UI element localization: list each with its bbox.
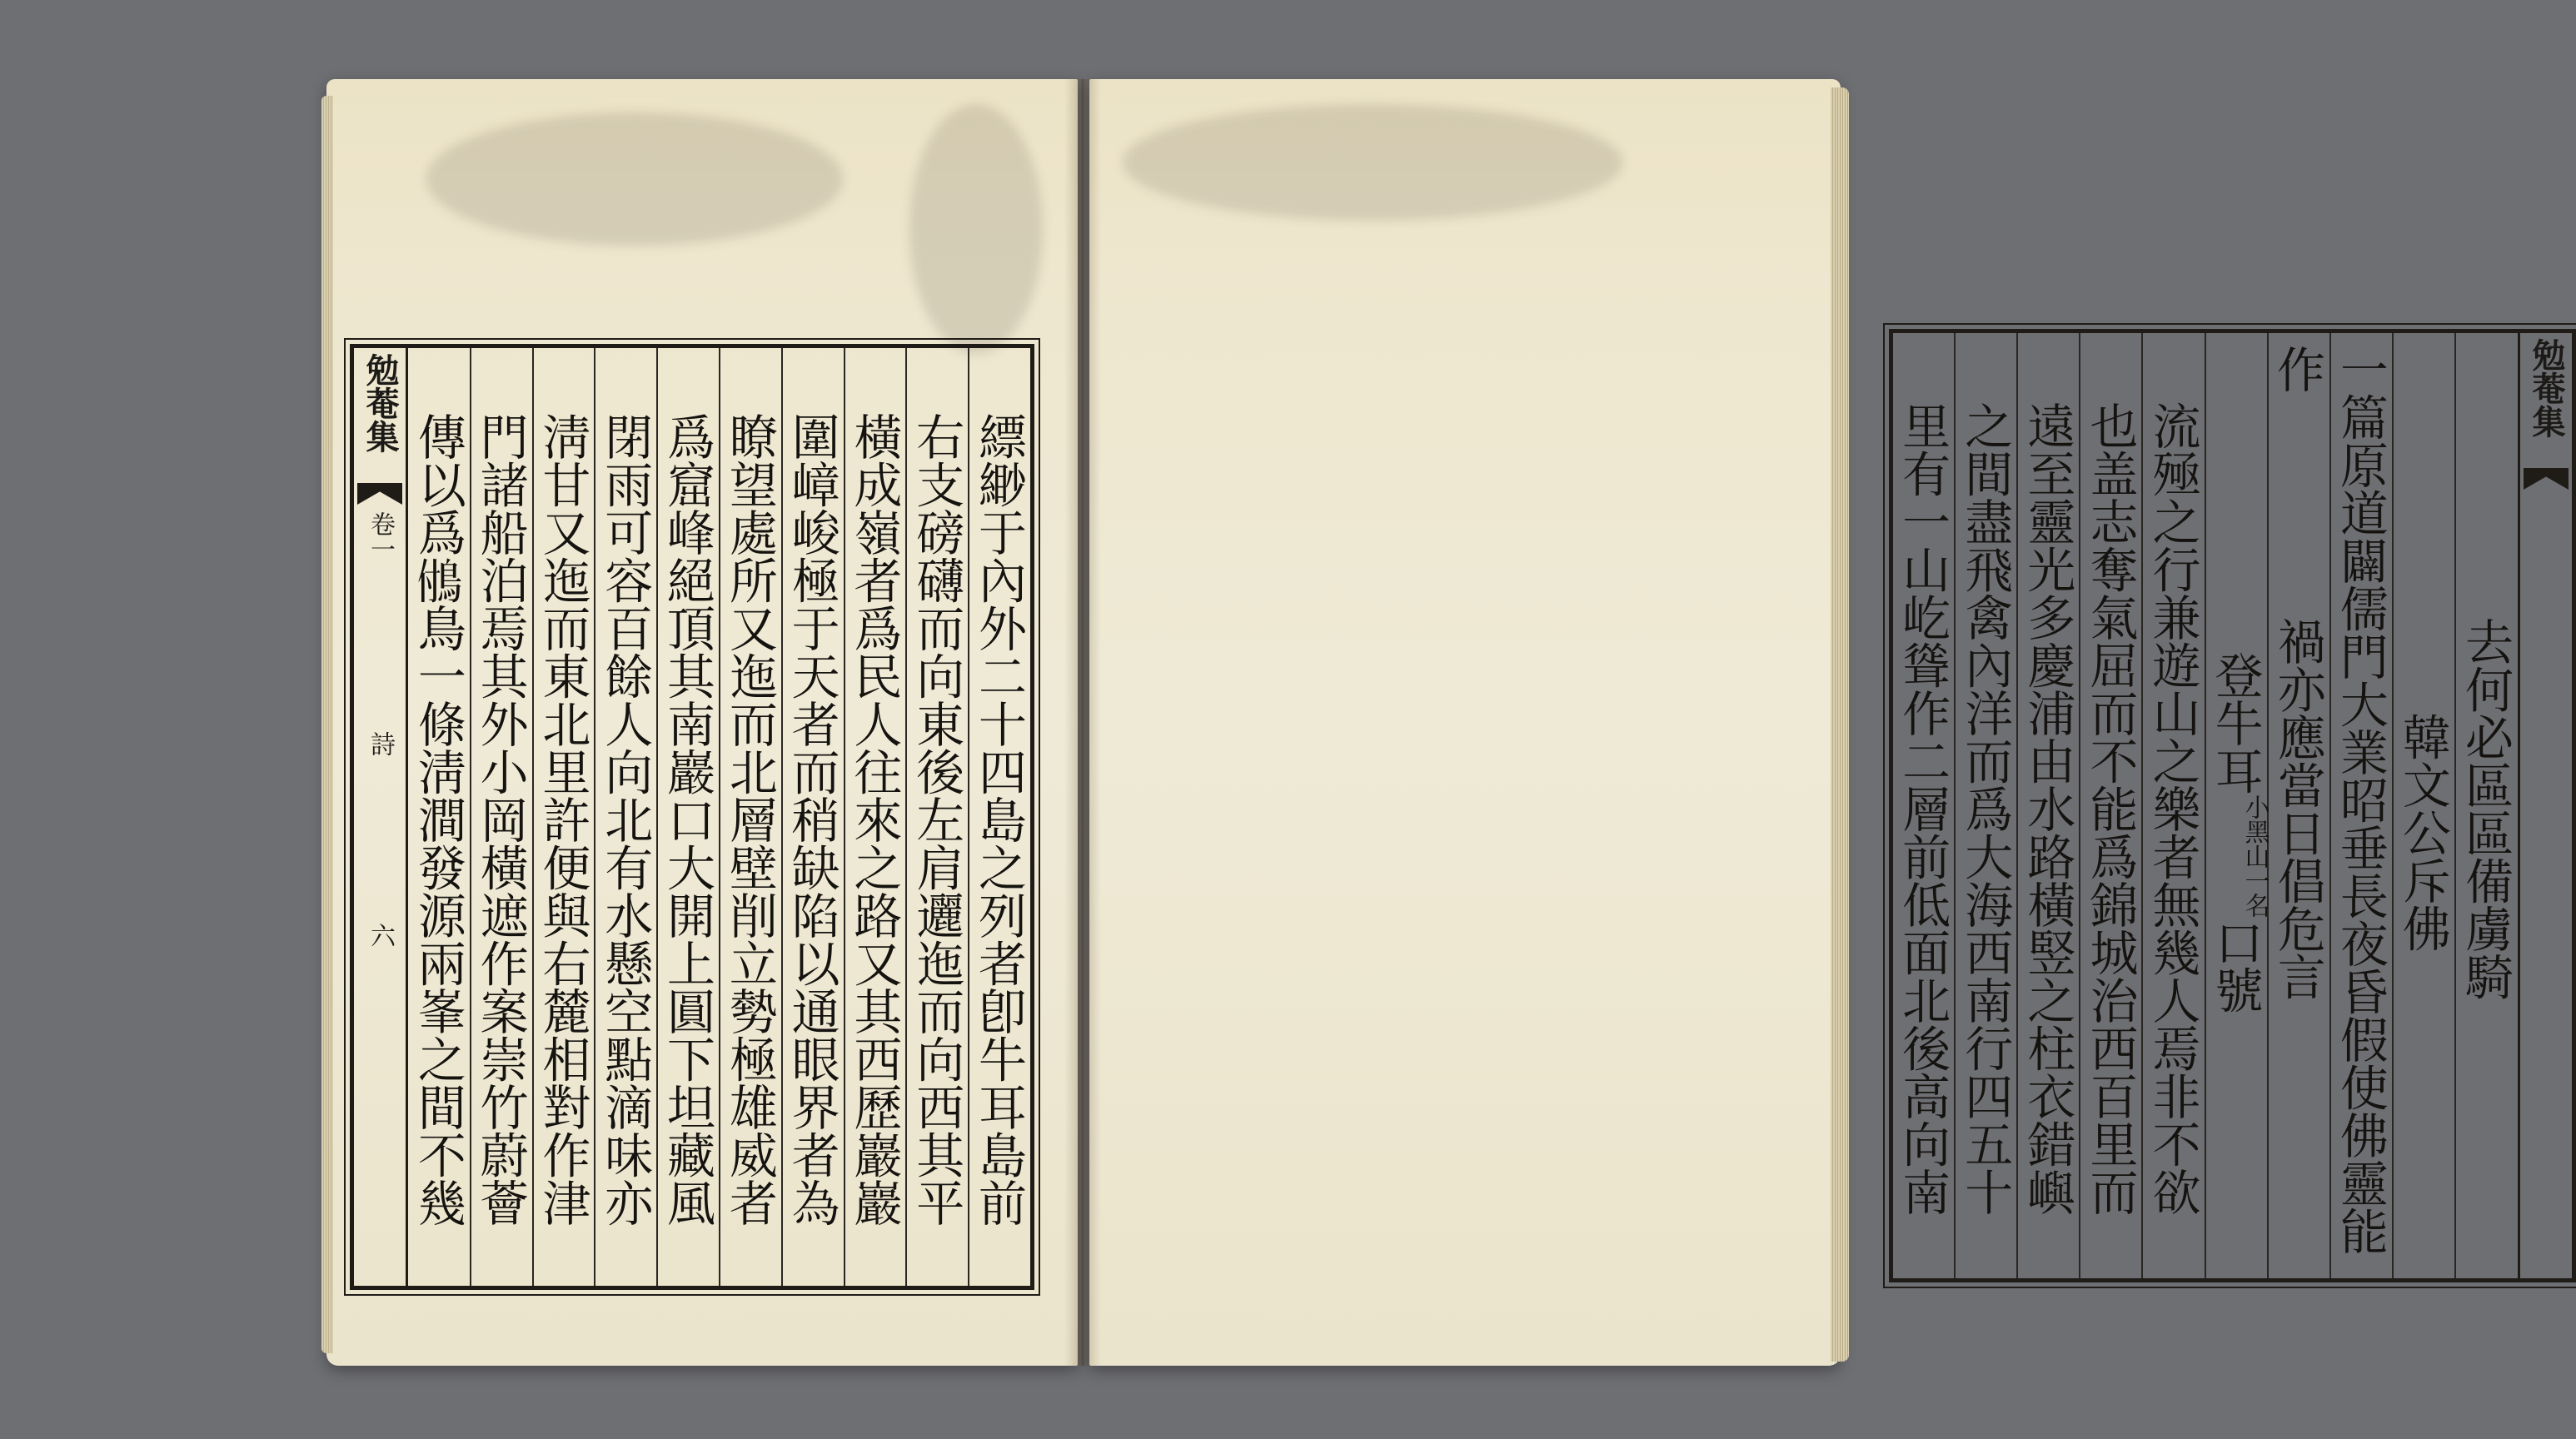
text-column: 門諸船泊焉其外小岡橫遮作案崇竹蔚薈 — [471, 348, 534, 1286]
text-column: 淸甘又迤而東北里許便與右麓相對作津 — [534, 348, 596, 1286]
text-column: 右支磅礴而向東後左肩邐迤而向西其平 — [907, 348, 969, 1286]
text-column: 韓文公斥佛 — [2394, 333, 2456, 1278]
interlinear-note: 小黑山一名 — [2240, 794, 2270, 918]
left-banxin — [354, 348, 408, 1286]
banxin-title: 勉菴集 — [361, 353, 400, 453]
right-page — [1089, 79, 2566, 1366]
text-column: 爲窟峰絕頂其南巖口大開上圓下坦藏風 — [658, 348, 720, 1286]
banxin-title: 勉菴集 — [2527, 338, 2566, 438]
text-column: 遠至靈光多慶浦由水路橫竪之柱衣錯嶼 — [2018, 333, 2080, 1278]
text-column: 禍亦應當日倡危言 — [2269, 333, 2331, 1278]
text-column: 圍嶂峻極于天者而稍缺陷以通眼界者為 — [783, 348, 845, 1286]
text-column: 橫成嶺者爲民人往來之路又其西歷巖巖 — [845, 348, 908, 1286]
banxin-page-number: 六 — [366, 923, 395, 948]
fish-tail-mark — [2524, 468, 2569, 490]
text-column: 閉雨可容百餘人向北有水懸空點滴味亦 — [595, 348, 658, 1286]
book-gutter — [1064, 79, 1101, 1366]
right-text-columns — [1893, 333, 2517, 1278]
text-column: 里有一山屹聳作二層前低面北後高向南 — [1893, 333, 1956, 1278]
right-banxin — [2518, 333, 2572, 1278]
text-column: 去何必區區備虜騎 — [2457, 616, 2514, 1000]
text-column: 登牛耳 小黑山一名 口號 — [2206, 333, 2269, 1278]
page-edges-left — [321, 96, 333, 1353]
left-page — [326, 79, 1078, 1366]
open-book — [326, 79, 2566, 1374]
text-column: 也盖志奪氣屈而不能爲錦城治西百里而 — [2080, 333, 2143, 1278]
page-edges-right — [1831, 87, 1849, 1362]
text-column: 之間盡飛禽內洋而爲大海西南行四五十 — [1956, 333, 2018, 1278]
text-column: 一篇原道闢儒門大業昭垂長夜昏假使佛靈能作 — [2331, 333, 2394, 1278]
banxin-volume: 卷一 — [366, 511, 395, 561]
text-column: 傳以爲𩿧鳥一條淸澗發源兩峯之間不幾 — [409, 348, 471, 1286]
left-print-frame — [350, 344, 1034, 1290]
right-print-frame — [1889, 329, 2576, 1282]
left-text-columns — [409, 348, 1030, 1286]
banxin-section: 詩 — [366, 731, 395, 756]
text-column: 流殛之行兼遊山之樂者無幾人焉非不欲 — [2143, 333, 2205, 1278]
fish-tail-mark — [357, 483, 402, 505]
text-column: 縹緲于內外二十四島之列者卽牛耳島前 — [970, 412, 1027, 1227]
text-column: 瞭望處所又迤而北層壁削立勢極雄威者 — [720, 348, 783, 1286]
